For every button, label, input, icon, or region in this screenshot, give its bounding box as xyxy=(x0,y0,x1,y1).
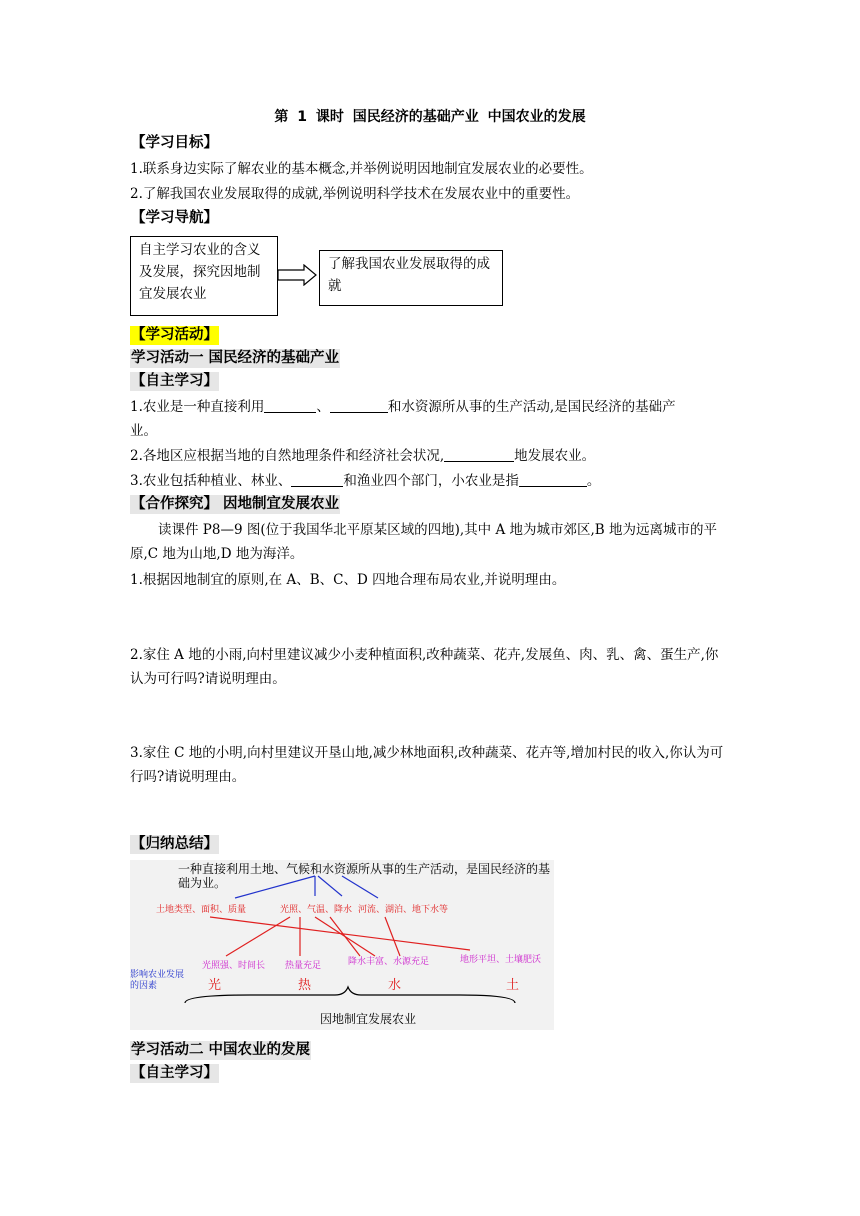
goal-item-1: 1.联系身边实际了解农业的基本概念,并举例说明因地制宜发展农业的必要性。 xyxy=(130,161,593,177)
figure-definition: 一种直接利用土地、气候和水资源所从事的生产活动，是国民经济的基础为业。 xyxy=(178,862,551,890)
activity-2-title: 学习活动二 中国农业的发展 xyxy=(131,1042,311,1058)
coop-question-2: 2.家住 A 地的小雨,向村里建议减少小麦种植面积,改种蔬菜、花卉,发展鱼、肉、乳、禽、蛋生产,你认为可行吗?请说明理由。 xyxy=(130,647,719,687)
cond-light: 光照强、时间长 xyxy=(202,961,266,971)
goal-item-2: 2.了解我国农业发展取得的成就,举例说明科学技术在发展农业中的重要性。 xyxy=(130,186,580,202)
factor-water: 水 xyxy=(388,978,402,993)
reading-paragraph: 读课件 P8—9 图(位于我国华北平原某区域的四地),其中 A 地为城市郊区,B 地为远离城市的平原,C 地为山地,D 地为海洋。 xyxy=(130,522,718,562)
question-1: 1.农业是一种直接利用 、 和水资源所从事的生产活动,是国民经济的基础产 xyxy=(130,399,676,415)
factor-label: 影响农业发展的因素 xyxy=(130,970,185,991)
arrow-right-icon xyxy=(276,264,320,286)
goals-heading: 【学习目标】 xyxy=(131,135,218,151)
factor-soil: 土 xyxy=(506,978,520,993)
activity-2-self-study: 【自主学习】 xyxy=(131,1065,218,1081)
nav-box-2: 了解我国农业发展取得的成就 xyxy=(319,250,503,306)
group-water: 河流、湖泊、地下水等 xyxy=(358,905,449,915)
cond-water: 降水丰富、水源充足 xyxy=(348,957,430,967)
summary-heading: 【归纳总结】 xyxy=(131,836,218,852)
question-3: 3.农业包括种植业、林业、 和渔业四个部门，小农业是指 。 xyxy=(130,473,601,489)
factor-light: 光 xyxy=(208,978,222,993)
coop-heading: 【合作探究】 因地制宜发展农业 xyxy=(131,496,340,512)
cond-heat: 热量充足 xyxy=(285,961,322,971)
coop-question-3: 3.家住 C 地的小明,向村里建议开垦山地,减少林地面积,改种蔬菜、花卉等,增加村民的收入,你认为可行吗?请说明理由。 xyxy=(130,745,724,785)
blank-2[interactable] xyxy=(330,398,388,413)
nav-heading: 【学习导航】 xyxy=(131,210,218,226)
nav-box-1: 自主学习农业的含义及发展，探究因地制宜发展农业 xyxy=(130,236,278,316)
question-1-cont: 业。 xyxy=(130,423,157,439)
blank-4[interactable] xyxy=(291,472,343,487)
blank-3[interactable] xyxy=(444,447,514,462)
factor-heat: 热 xyxy=(298,978,312,993)
figure-conclusion: 因地制宜发展农业 xyxy=(320,1012,417,1026)
activity-1-title: 学习活动一 国民经济的基础产业 xyxy=(131,350,340,366)
blank-1[interactable] xyxy=(264,398,316,413)
summary-figure xyxy=(130,860,554,1030)
self-study-heading: 【自主学习】 xyxy=(131,373,218,389)
coop-question-1: 1.根据因地制宜的原则,在 A、B、C、D 四地合理布局农业,并说明理由。 xyxy=(130,572,566,588)
blank-5[interactable] xyxy=(519,472,587,487)
page-title: 第 1 课时 国民经济的基础产业 中国农业的发展 xyxy=(274,109,586,125)
group-climate: 光照、气温、降水 xyxy=(280,905,353,915)
group-land: 土地类型、面积、质量 xyxy=(156,905,247,915)
question-2: 2.各地区应根据当地的自然地理条件和经济社会状况, 地发展农业。 xyxy=(130,448,596,464)
cond-soil: 地形平坦、土壤肥沃 xyxy=(460,955,542,965)
activities-heading: 【学习活动】 xyxy=(131,327,218,343)
